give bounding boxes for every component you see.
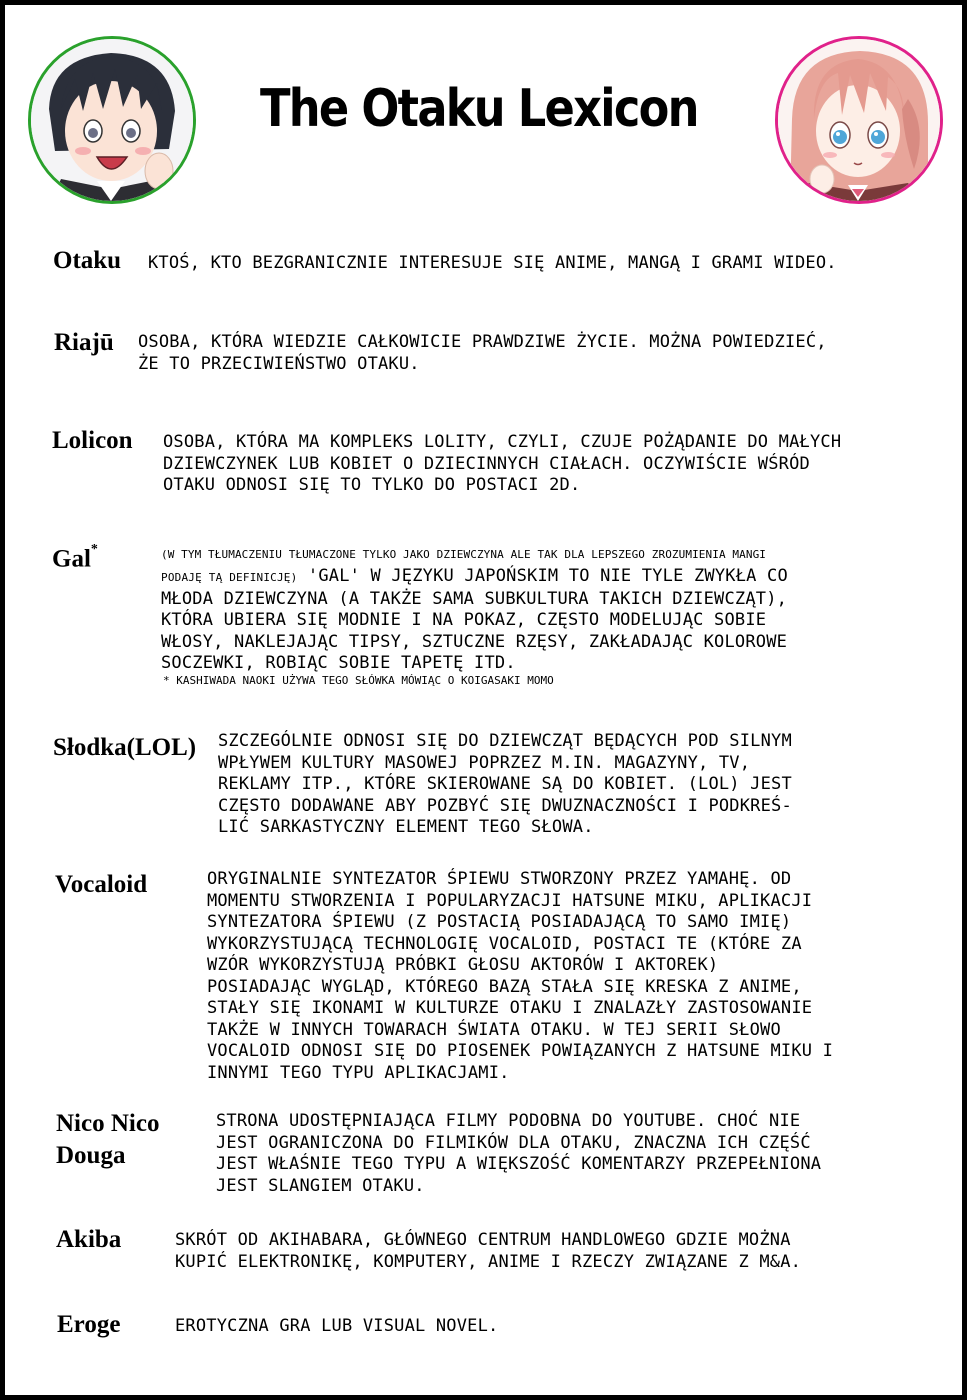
definition-line: JEST WŁAŚNIE TEGO TYPU A WIĘKSZOŚĆ KOMENTARZY PRZEPEŁNIONA — [216, 1154, 822, 1174]
term-nico-nico-douga — [56, 1108, 159, 1172]
definition-vocaloid — [207, 869, 833, 1084]
term-slodka-lol: Słodka(LOL) — [53, 734, 197, 761]
definition-line: SOCZEWKI, ROBIĄC SOBIE TAPETĘ ITD. — [161, 653, 516, 673]
definition-slodka-lol — [218, 731, 792, 839]
term-vocaloid: Vocaloid — [55, 871, 148, 898]
definition-nico-nico-douga — [216, 1111, 821, 1197]
definition-line: DZIEWCZYNEK LUB KOBIET O DZIECINNYCH CIAŁACH. OCZYWIŚCIE WŚRÓD — [163, 453, 810, 474]
term-line: Nico Nico — [56, 1110, 160, 1137]
definition-line: INNYMI TEGO TYPU APLIKACJAMI. — [207, 1062, 510, 1083]
definition-line — [161, 566, 788, 589]
term-eroge: Eroge — [57, 1311, 121, 1338]
definition-line: MOMENTU STWORZENIA I POPULARYZACJI HATSUNE MIKU, APLIKACJI — [207, 890, 813, 911]
girl-character-avatar — [775, 36, 943, 204]
definition-gal-translator-note — [161, 545, 766, 565]
definition-eroge — [175, 1316, 498, 1338]
definition-line: LIĆ SARKASTYCZNY ELEMENT TEGO SŁOWA. — [218, 817, 594, 837]
gal-footnote: * KASHIWADA NAOKI UŻYWA TEGO SŁÓWKA MÓWIĄC O KOIGASAKI MOMO — [163, 674, 554, 687]
term-riaju: Riajū — [54, 329, 114, 356]
term-lolicon: Lolicon — [52, 427, 133, 454]
definition-line: ŻE TO PRZECIWIEŃSTWO OTAKU. — [138, 353, 420, 374]
definition-line: WŁOSY, NAKLEJAJĄC TIPSY, SZTUCZNE RZĘSY, ZAKŁADAJĄC KOLOROWE — [161, 631, 788, 652]
definition-line: WZÓR WYKORZYSTUJĄ PRÓBKI GŁOSU AKTORÓW I AKTOREK) — [207, 955, 719, 975]
definition-line: SKRÓT OD AKIHABARA, GŁÓWNEGO CENTRUM HANDLOWEGO GDZIE MOŻNA — [175, 1230, 791, 1250]
term-gal-text: Gal — [52, 545, 91, 573]
term-line: Douga — [56, 1142, 126, 1169]
definition-akiba — [175, 1230, 801, 1273]
translator-note-tail: PODAJĘ TĄ DEFINICJĘ) — [161, 571, 298, 584]
definition-lead: 'GAL' W JĘZYKU JAPOŃSKIM TO NIE TYLE ZWYKŁA CO — [307, 566, 788, 586]
term-gal — [52, 538, 98, 575]
definition-line: EROTYCZNA GRA LUB VISUAL NOVEL. — [175, 1316, 499, 1336]
definition-line: REKLAMY ITP., KTÓRE SKIEROWANE SĄ DO KOBIET. (LOL) JEST — [218, 774, 792, 794]
boy-character-avatar — [28, 36, 196, 204]
definition-riaju — [138, 332, 827, 375]
definition-line: JEST SLANGIEM OTAKU. — [216, 1175, 425, 1196]
page-title: The Otaku Lexicon — [260, 79, 698, 139]
boy-character-illustration — [31, 39, 193, 201]
definition-line: CZĘSTO DODAWANE ABY POZBYĆ SIĘ DWUZNACZNOŚCI I PODKREŚ- — [218, 795, 792, 816]
definition-line: STAŁY SIĘ IKONAMI W KULTURZE OTAKU I ZNALAZŁY ZASTOSOWANIE — [207, 998, 813, 1018]
definition-lolicon — [163, 432, 841, 497]
definition-line: POSIADAJĄC WYGLĄD, KTÓREGO BAZĄ STAŁA SIĘ KRESKA Z ANIME, — [207, 976, 802, 997]
girl-character-illustration — [778, 39, 940, 201]
definition-line: WPŁYWEM KULTURY MASOWEJ POPRZEZ M.IN. MAGAZYNY, TV, — [218, 752, 751, 773]
term-akiba: Akiba — [56, 1226, 122, 1253]
definition-line: KUPIĆ ELEKTRONIKĘ, KOMPUTERY, ANIME I RZECZY ZWIĄZANE Z M&A. — [175, 1251, 802, 1272]
definition-line: OSOBA, KTÓRA WIEDZIE CAŁKOWICIE PRAWDZIWE ŻYCIE. MOŻNA POWIEDZIEĆ, — [138, 332, 827, 352]
definition-line: WYKORZYSTUJĄCĄ TECHNOLOGIĘ VOCALOID, POSTACI TE (KTÓRE ZA — [207, 933, 802, 954]
definition-line: (W TYM TŁUMACZENIU TŁUMACZONE TYLKO JAKO DZIEWCZYNA ALE TAK DLA LEPSZEGO ZROZUMIENIA MANGI — [161, 548, 767, 561]
definition-line: KTÓRA UBIERA SIĘ MODNIE I NA POKAZ, CZĘSTO MODELUJĄC SOBIE — [161, 610, 767, 630]
asterisk-marker: * — [90, 542, 98, 557]
definition-line: KTOŚ, KTO BEZGRANICZNIE INTERESUJE SIĘ ANIME, MANGĄ I GRAMI WIDEO. — [148, 253, 837, 273]
definition-line: TAKŻE W INNYCH TOWARACH ŚWIATA OTAKU. W TEJ SERII SŁOWO — [207, 1019, 781, 1040]
definition-line: SZCZEGÓLNIE ODNOSI SIĘ DO DZIEWCZĄT BĘDĄCYCH POD SILNYM — [218, 731, 792, 751]
definition-otaku — [148, 253, 837, 275]
definition-line: OSOBA, KTÓRA MA KOMPLEKS LOLITY, CZYLI, CZUJE POŻĄDANIE DO MAŁYCH — [163, 432, 842, 452]
definition-line: ORYGINALNIE SYNTEZATOR ŚPIEWU STWORZONY PRZEZ YAMAHĘ. OD — [207, 869, 792, 889]
definition-line: STRONA UDOSTĘPNIAJĄCA FILMY PODOBNA DO YOUTUBE. CHOĆ NIE — [216, 1111, 801, 1131]
definition-line: JEST OGRANICZONA DO FILMIKÓW DLA OTAKU, ZNACZNA ICH CZĘŚĆ — [216, 1132, 811, 1153]
term-otaku: Otaku — [53, 247, 122, 274]
definition-gal — [161, 566, 788, 675]
definition-line: VOCALOID ODNOSI SIĘ DO PIOSENEK POWIĄZANYCH Z HATSUNE MIKU I — [207, 1041, 834, 1061]
definition-line: SYNTEZATORA ŚPIEWU (Z POSTACIĄ POSIADAJĄCĄ TO SAMO IMIĘ) — [207, 912, 792, 932]
definition-line: OTAKU ODNOSI SIĘ TO TYLKO DO POSTACI 2D. — [163, 475, 581, 495]
definition-line: MŁODA DZIEWCZYNA (A TAKŻE SAMA SUBKULTURA TAKICH DZIEWCZĄT), — [161, 588, 788, 609]
